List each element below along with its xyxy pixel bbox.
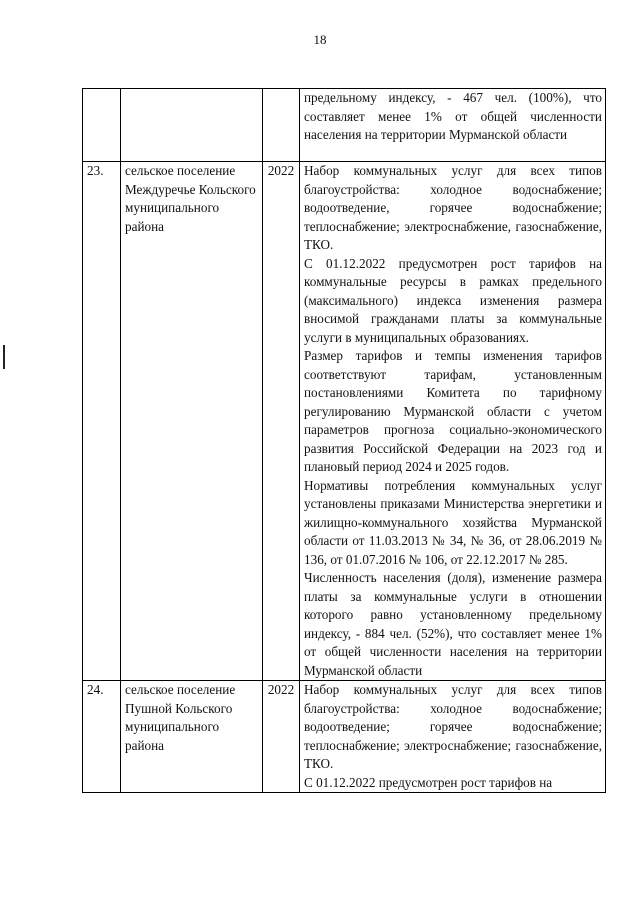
year-cell xyxy=(263,89,300,162)
description-paragraph: С 01.12.2022 предусмотрен рост тарифов на xyxy=(304,774,553,790)
description-paragraph: Набор коммунальных услуг для всех типов благоустройства: холодное водоснабжение; водоотведение, горячее водоснабжение; теплоснабжение; электроснабжение, газоснабжение, ТКО. xyxy=(304,163,602,252)
description-paragraph: С 01.12.2022 предусмотрен рост тарифов на коммунальные ресурсы в рамках предельного (максимального) индекса изменения размера вносимой гражданами платы за коммунальные услуги в муниципальных образованиях. xyxy=(304,255,602,345)
year-cell: 2022 xyxy=(263,162,300,681)
row-number-cell: 24. xyxy=(83,681,121,793)
description-paragraph: Численность населения (доля), изменение размера платы за коммунальные услуги в отношении которого равно установленному предельному индексу, - 884 чел. (52%), что составляет менее 1% от общей численности населения на территории Мурманской области xyxy=(304,570,602,678)
row-number-cell: 23. xyxy=(83,162,121,681)
scan-margin-mark xyxy=(3,345,5,369)
municipality-cell xyxy=(121,89,263,162)
description-paragraph: Нормативы потребления коммунальных услуг установлены приказами Министерства энергетики и жилищно-коммунального хозяйства Мурманской области от 11.03.2013 № 34, № 36, от 28.06.2019 № 136, от 01.07.2016 № 106, от 22.12.2017 № 285. xyxy=(304,477,602,567)
year-cell: 2022 xyxy=(263,681,300,793)
description-cell xyxy=(300,681,606,793)
table-row xyxy=(83,89,606,162)
tariff-table xyxy=(82,88,606,793)
table-row xyxy=(83,681,606,793)
description-paragraph: Размер тарифов и темпы изменения тарифов соответствуют тарифам, установленным постановлениями Комитета по тарифному регулированию Мурманской области с учетом параметров прогноза социально-экономического развития Российской Федерации на 2023 год и плановый период 2024 и 2025 годов. xyxy=(304,348,602,474)
row-number-cell xyxy=(83,89,121,162)
description-paragraph: предельному индексу, - 467 чел. (100%), что составляет менее 1% от общей численности населения на территории Мурманской области xyxy=(304,90,602,142)
page-number: 18 xyxy=(313,32,327,47)
table-row xyxy=(83,162,606,681)
description-cell xyxy=(300,162,606,681)
municipality-cell: сельское поселение Междуречье Кольского муниципального района xyxy=(121,162,263,681)
description-cell xyxy=(300,89,606,162)
description-paragraph: Набор коммунальных услуг для всех типов благоустройства: холодное водоснабжение; водоотведение; горячее водоснабжение; теплоснабжение; электроснабжение; газоснабжение, ТКО. xyxy=(304,682,602,771)
municipality-cell: сельское поселение Пушной Кольского муниципального района xyxy=(121,681,263,793)
